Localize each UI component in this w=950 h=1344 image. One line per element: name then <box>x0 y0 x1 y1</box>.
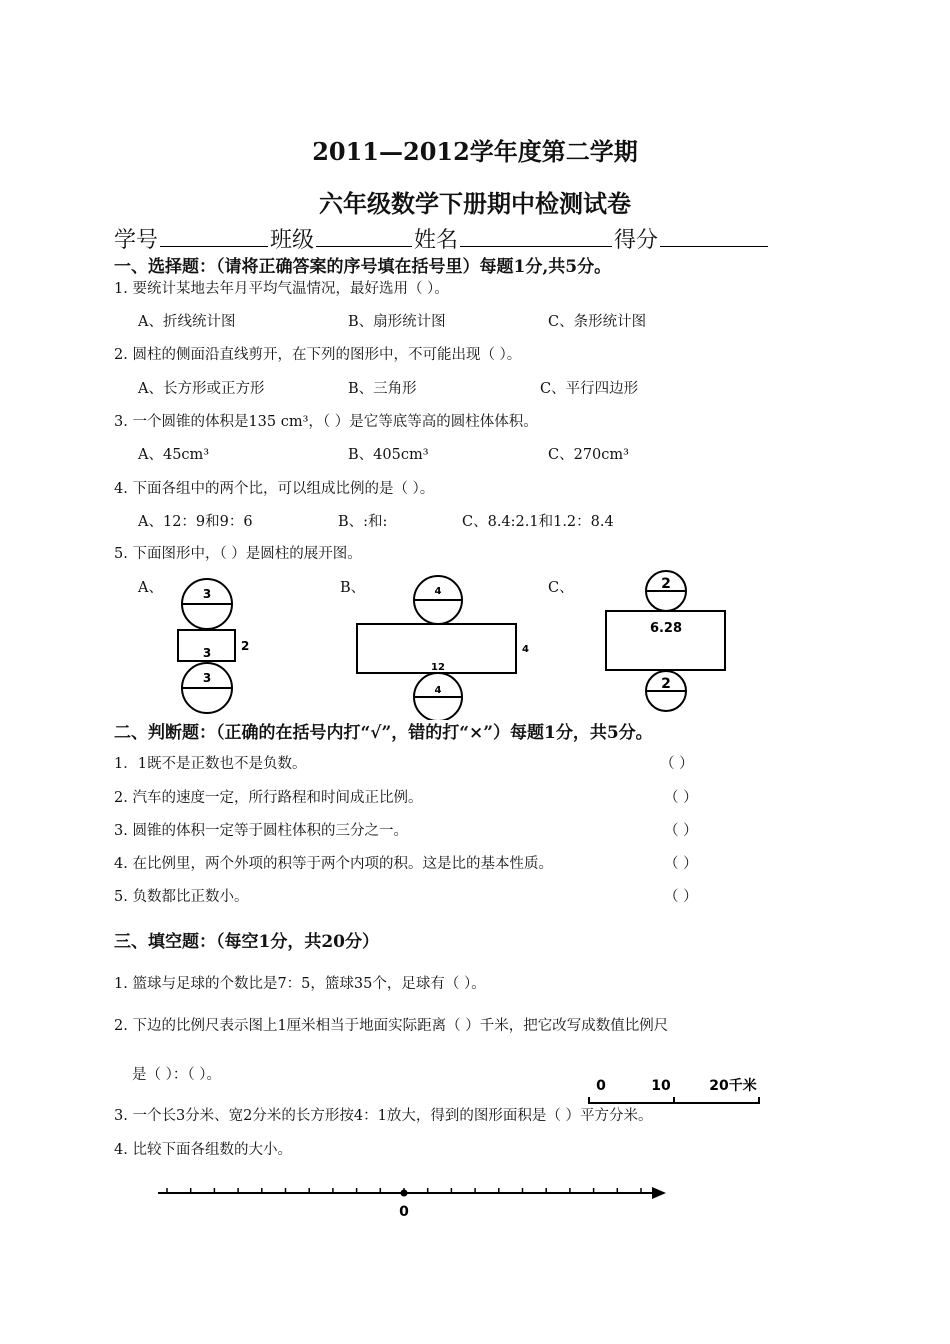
s1-q3-option-a[interactable]: A、45cm³ <box>138 447 210 463</box>
s1-q3: 3. 一个圆锥的体积是135 cm³，（ ）是它等底等高的圆柱体体积。 <box>114 414 538 430</box>
s1-q5: 5. 下面图形中，（ ）是圆柱的展开图。 <box>114 546 362 562</box>
s1-q4-option-b[interactable]: B、:和: <box>338 514 388 530</box>
number-line-arrow <box>652 1187 666 1199</box>
s2-item-2-answer[interactable]: （ ） <box>664 790 698 806</box>
s1-q2-option-b[interactable]: B、三角形 <box>348 381 417 397</box>
s2-item-5: 5. 负数都比正数小。 <box>114 889 249 905</box>
net-b-bottom-label: 4 <box>434 685 442 696</box>
s3-q2: 2. 下边的比例尺表示图上1厘米相当于地面实际距离（ ）千米，把它改写成数值比例尺 <box>114 1018 669 1034</box>
s3-q4: 4. 比较下面各组数的大小。 <box>114 1142 292 1158</box>
s1-q2-option-a[interactable]: A、长方形或正方形 <box>138 381 265 397</box>
section1-heading: 一、选择题：（请将正确答案的序号填在括号里）每题1分,共5分。 <box>114 257 612 277</box>
net-c-rect-label: 6.28 <box>649 621 683 636</box>
xingming-label: 姓名 <box>414 228 459 253</box>
number-line-origin-dot <box>401 1190 408 1197</box>
s3-q2-continued: 是（ ）：（ ）。 <box>132 1067 221 1083</box>
section2-heading: 二、判断题：（正确的在括号内打“√”，错的打“×”）每题1分，共5分。 <box>114 723 653 743</box>
xuehao-label: 学号 <box>114 228 159 253</box>
s2-item-3: 3. 圆锥的体积一定等于圆柱体积的三分之一。 <box>114 823 408 839</box>
s1-q5-option-a[interactable]: A、 <box>138 580 163 596</box>
s2-item-1-answer[interactable]: （ ） <box>660 756 694 772</box>
net-c-top-label: 2 <box>661 576 671 592</box>
net-c-bottom-label: 2 <box>661 676 671 692</box>
scale-bar-label-10: 10 <box>651 1078 671 1094</box>
defen-label: 得分 <box>614 228 659 253</box>
s1-q1-option-a[interactable]: A、折线统计图 <box>138 314 236 330</box>
s2-item-4: 4. 在比例里，两个外项的积等于两个内项的积。这是比的基本性质。 <box>114 856 553 872</box>
net-a-bottom-label: 3 <box>202 671 212 685</box>
exam-title-line2: 六年级数学下册期中检测试卷 <box>319 189 631 218</box>
defen-blank[interactable] <box>660 224 768 247</box>
banji-label: 班级 <box>270 228 315 253</box>
s2-item-2: 2. 汽车的速度一定，所行路程和时间成正比例。 <box>114 790 423 806</box>
s1-q2-option-c[interactable]: C、平行四边形 <box>540 381 639 397</box>
net-a-rect-label: 3 <box>202 646 212 660</box>
s1-q4-option-a[interactable]: A、12：9和9：6 <box>138 514 253 530</box>
s1-q2: 2. 圆柱的侧面沿直线剪开，在下列的图形中，不可能出现（ ）。 <box>114 347 522 363</box>
s1-q1-option-c[interactable]: C、条形统计图 <box>548 314 647 330</box>
net-b-top-label: 4 <box>434 586 442 597</box>
s1-q4: 4. 下面各组中的两个比，可以组成比例的是（ ）。 <box>114 481 435 497</box>
section3-heading: 三、填空题：（每空1分，共20分） <box>114 932 379 952</box>
s2-item-3-answer[interactable]: （ ） <box>664 823 698 839</box>
banji-blank[interactable] <box>316 224 412 247</box>
net-b <box>357 576 516 720</box>
s1-q1: 1. 要统计某地去年月平均气温情况，最好选用（ ）。 <box>114 281 449 297</box>
net-c-rect <box>606 611 725 670</box>
net-a-side-label: 2 <box>241 639 250 653</box>
student-info-line <box>114 223 770 254</box>
cylinder-nets-figure <box>0 560 950 720</box>
net-b-side-label: 4 <box>522 644 529 655</box>
s2-item-4-answer[interactable]: （ ） <box>664 856 698 872</box>
net-b-base-label: 12 <box>431 662 445 673</box>
number-line-zero-label: 0 <box>399 1204 409 1220</box>
s1-q5-option-c[interactable]: C、 <box>548 580 574 596</box>
s1-q1-option-b[interactable]: B、扇形统计图 <box>348 314 446 330</box>
xingming-blank[interactable] <box>460 224 612 247</box>
scale-bar-label-0: 0 <box>596 1078 606 1094</box>
net-a-top-label: 3 <box>202 587 212 601</box>
scale-bar-label-20: 20千米 <box>709 1078 757 1094</box>
number-line <box>150 1178 680 1228</box>
s2-item-1: 1．1既不是正数也不是负数。 <box>114 756 307 772</box>
s2-item-5-answer[interactable]: （ ） <box>664 889 698 905</box>
xuehao-blank[interactable] <box>160 224 268 247</box>
s3-q1: 1. 篮球与足球的个数比是7：5，篮球35个，足球有（ ）。 <box>114 976 486 992</box>
exam-title-line1: 2011—2012学年度第二学期 <box>312 137 638 166</box>
s1-q3-option-b[interactable]: B、405cm³ <box>348 447 429 463</box>
s1-q3-option-c[interactable]: C、270cm³ <box>548 447 629 463</box>
s3-q3: 3. 一个长3分米、宽2分米的长方形按4：1放大，得到的图形面积是（ ）平方分米。 <box>114 1108 653 1124</box>
s1-q4-option-c[interactable]: C、8.4:2.1和1.2：8.4 <box>462 514 614 530</box>
s1-q5-option-b[interactable]: B、 <box>340 580 366 596</box>
